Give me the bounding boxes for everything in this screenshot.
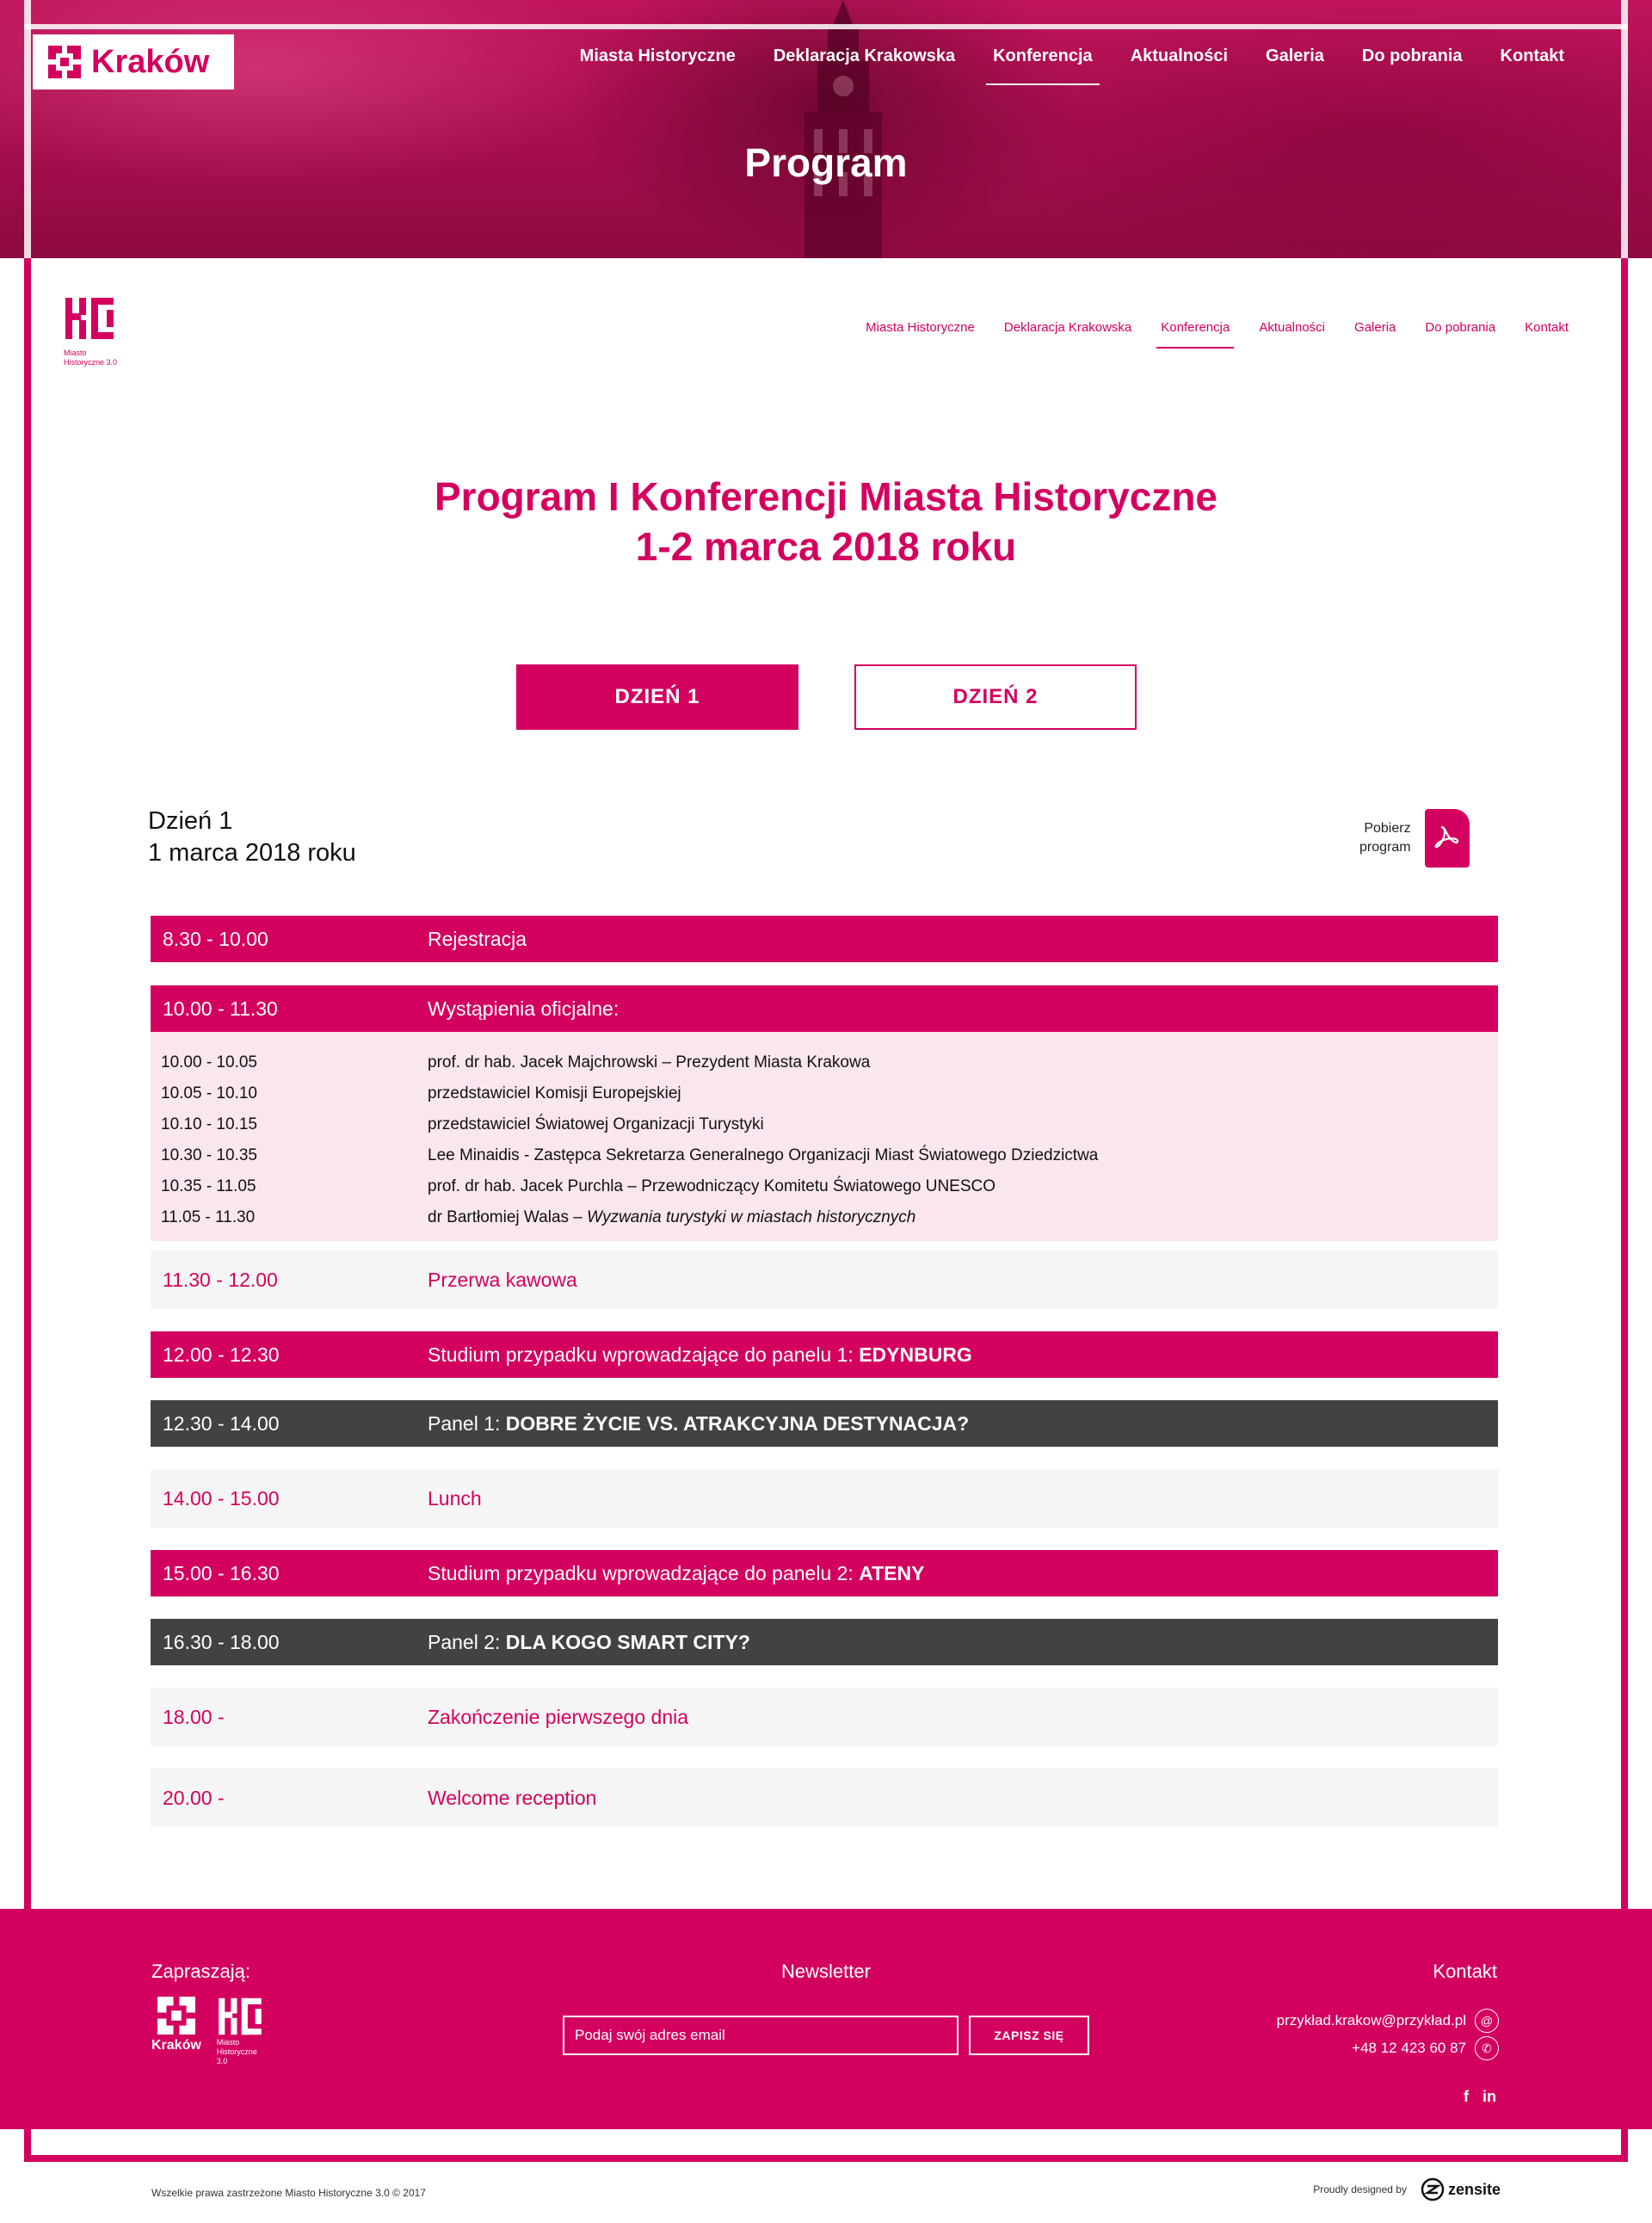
schedule-row-4 bbox=[151, 1331, 1498, 1378]
footer-mh-caption: Miasto Historyczne 3.0 bbox=[216, 2038, 257, 2066]
zensite-logo-text: zensite bbox=[1447, 2180, 1501, 2198]
contact-email[interactable] bbox=[1277, 2009, 1499, 2033]
mh-logo[interactable] bbox=[64, 296, 124, 368]
schedule-title bbox=[428, 928, 527, 951]
footer bbox=[0, 1909, 1652, 2129]
top-nav-kontakt[interactable]: Kontakt bbox=[1500, 46, 1564, 65]
schedule-title bbox=[428, 1631, 750, 1654]
sub-nav-do-pobrania[interactable]: Do pobrania bbox=[1425, 320, 1496, 335]
talk-time: 10.05 - 10.10 bbox=[161, 1084, 257, 1102]
krakow-logo-icon bbox=[157, 1997, 195, 2035]
schedule-time: 20.00 - bbox=[163, 1786, 225, 1809]
talk-text bbox=[428, 1177, 996, 1196]
schedule-title-text: Przerwa kawowa bbox=[428, 1268, 577, 1291]
mh-logo-icon bbox=[217, 1997, 263, 2036]
talk-row bbox=[151, 1078, 1498, 1109]
contact-title: Kontakt bbox=[1433, 1961, 1497, 1982]
top-nav-miasta-historyczne[interactable]: Miasta Historyczne bbox=[579, 46, 736, 65]
schedule-title-text: Lunch bbox=[428, 1486, 482, 1510]
top-nav-deklaracja-krakowska[interactable]: Deklaracja Krakowska bbox=[773, 46, 956, 65]
schedule-title bbox=[428, 1487, 482, 1510]
frame-top bbox=[24, 24, 1628, 29]
sub-nav-kontakt[interactable]: Kontakt bbox=[1525, 320, 1569, 335]
talk-text bbox=[428, 1053, 870, 1072]
schedule-title-text: Studium przypadku wprowadzające do panelu 2: bbox=[428, 1561, 860, 1584]
krakow-logo-icon bbox=[48, 46, 81, 78]
talk-text-plain: Lee Minaidis - Zastępca Sekretarza Generalnego Organizacji Miast Światowego Dziedzictwa bbox=[428, 1146, 1099, 1164]
schedule-title bbox=[428, 1787, 596, 1810]
frame-top-left bbox=[24, 0, 31, 258]
sub-nav-aktualnosci[interactable]: Aktualności bbox=[1259, 320, 1326, 335]
frame-bottom bbox=[24, 2155, 1628, 2162]
schedule-row-8 bbox=[151, 1619, 1498, 1665]
page-title-line2: 1-2 marca 2018 roku bbox=[635, 524, 1017, 569]
schedule-title-bold: ATENY bbox=[859, 1561, 925, 1584]
footer-krakow-logo[interactable] bbox=[151, 1997, 201, 2053]
tower-silhouette-icon bbox=[757, 0, 929, 258]
top-nav-konferencja[interactable]: Konferencja bbox=[974, 46, 1112, 85]
mh-logo-caption: Miasto Historyczne 3.0 bbox=[64, 349, 118, 367]
footer-invite: Zapraszają: bbox=[151, 1961, 250, 1982]
phone-icon: ✆ bbox=[1475, 2036, 1499, 2060]
talk-text-italic: Wyzwania turystyki w miastach historycznych bbox=[587, 1208, 916, 1226]
talk-text-plain: dr Bartłomiej Walas – bbox=[428, 1208, 588, 1226]
zensite-logo-icon bbox=[1421, 2177, 1445, 2201]
schedule-row-9 bbox=[151, 1688, 1498, 1746]
schedule-title bbox=[428, 997, 619, 1021]
schedule-row-6 bbox=[151, 1469, 1498, 1528]
frame-top-right bbox=[1621, 0, 1628, 258]
talk-text-plain: prof. dr hab. Jacek Purchla – Przewodniczący Komitetu Światowego UNESCO bbox=[428, 1177, 996, 1195]
download-label-line2: program bbox=[1359, 840, 1411, 855]
day-name: Dzień 1 bbox=[148, 807, 233, 835]
footer-mh-logo[interactable] bbox=[217, 1997, 268, 2066]
schedule-title-text: Panel 2: bbox=[428, 1630, 506, 1653]
talk-time: 11.05 - 11.30 bbox=[161, 1208, 256, 1226]
schedule-title-text: Panel 1: bbox=[428, 1411, 506, 1435]
sub-nav-konferencja[interactable]: Konferencja bbox=[1146, 320, 1244, 349]
schedule-title bbox=[428, 1343, 972, 1367]
talk-time: 10.35 - 11.05 bbox=[161, 1177, 256, 1195]
page-title-line1: Program I Konferencji Miasta Historyczne bbox=[434, 474, 1218, 519]
tab-day-1[interactable]: DZIEŃ 1 bbox=[516, 664, 798, 730]
newsletter-email-input[interactable]: Podaj swój adres email bbox=[563, 2016, 959, 2055]
schedule-row-2 bbox=[151, 985, 1498, 1032]
talk-time: 10.30 - 10.35 bbox=[161, 1146, 257, 1164]
schedule-row-1 bbox=[151, 916, 1498, 962]
talk-row bbox=[151, 1109, 1498, 1140]
schedule-title-bold: DLA KOGO SMART CITY? bbox=[505, 1630, 750, 1653]
schedule-time: 8.30 - 10.00 bbox=[163, 927, 268, 950]
contact-phone[interactable] bbox=[1352, 2036, 1499, 2060]
schedule-title-text: Rejestracja bbox=[428, 927, 527, 950]
talk-row bbox=[151, 1202, 1498, 1233]
download-label-line1: Pobierz bbox=[1364, 821, 1411, 836]
designed-by bbox=[1313, 2177, 1501, 2201]
top-nav-do-pobrania[interactable]: Do pobrania bbox=[1361, 46, 1463, 65]
pdf-icon bbox=[1425, 809, 1470, 868]
schedule-time: 12.00 - 12.30 bbox=[163, 1343, 280, 1366]
footer-krakow-label: Kraków bbox=[151, 2038, 201, 2053]
schedule-title-text: Zakończenie pierwszego dnia bbox=[428, 1705, 689, 1728]
newsletter-title: Newsletter bbox=[781, 1961, 871, 1982]
schedule-row-5 bbox=[151, 1400, 1498, 1447]
sub-nav-miasta-historyczne[interactable]: Miasta Historyczne bbox=[866, 320, 975, 335]
social-links bbox=[1464, 2088, 1496, 2106]
footer-logos bbox=[151, 1997, 268, 2066]
talk-text bbox=[428, 1115, 764, 1134]
talk-time: 10.00 - 10.05 bbox=[161, 1053, 257, 1071]
email-icon: @ bbox=[1475, 2009, 1499, 2033]
talk-row bbox=[151, 1140, 1498, 1171]
day-date: 1 marca 2018 roku bbox=[148, 839, 356, 867]
schedule-time: 11.30 - 12.00 bbox=[163, 1268, 278, 1291]
hero-banner bbox=[0, 0, 1652, 258]
schedule-title-bold: EDYNBURG bbox=[859, 1343, 972, 1366]
krakow-logo[interactable] bbox=[33, 34, 234, 90]
official-talks-list bbox=[151, 1032, 1498, 1241]
schedule-row-7 bbox=[151, 1550, 1498, 1596]
talk-text-plain: przedstawiciel Światowej Organizacji Turystyki bbox=[428, 1115, 764, 1133]
download-label bbox=[1359, 819, 1411, 857]
download-program-button[interactable] bbox=[1359, 809, 1470, 868]
talk-text-plain: przedstawiciel Komisji Europejskiej bbox=[428, 1084, 681, 1102]
schedule-title bbox=[428, 1562, 924, 1585]
schedule-time: 16.30 - 18.00 bbox=[163, 1630, 280, 1653]
page-title bbox=[0, 472, 1652, 571]
talk-text bbox=[428, 1146, 1098, 1165]
facebook-icon[interactable]: f bbox=[1464, 2088, 1469, 2105]
talk-time: 10.10 - 10.15 bbox=[161, 1115, 257, 1133]
contact-email-text: przykład.krakow@przykład.pl bbox=[1276, 2012, 1466, 2028]
schedule-time: 15.00 - 16.30 bbox=[163, 1561, 280, 1584]
top-navigation bbox=[561, 46, 1583, 85]
mh-logo-icon bbox=[64, 296, 115, 341]
schedule-title-text: Welcome reception bbox=[428, 1786, 597, 1809]
zensite-logo[interactable] bbox=[1421, 2177, 1501, 2201]
krakow-logo-text: Kraków bbox=[91, 43, 210, 80]
talk-row bbox=[151, 1047, 1498, 1078]
sub-nav-deklaracja-krakowska[interactable]: Deklaracja Krakowska bbox=[1003, 320, 1132, 335]
schedule-row-10 bbox=[151, 1769, 1498, 1827]
talk-row bbox=[151, 1171, 1498, 1202]
schedule-title bbox=[428, 1706, 688, 1729]
schedule-time: 10.00 - 11.30 bbox=[163, 997, 278, 1020]
schedule-title-text: Studium przypadku wprowadzające do panelu 1: bbox=[428, 1343, 860, 1366]
newsletter-subscribe-button[interactable]: ZAPISZ SIĘ bbox=[969, 2016, 1089, 2055]
schedule-title bbox=[428, 1412, 969, 1436]
copyright: Wszelkie prawa zastrzeżone Miasto Historyczne 3.0 © 2017 bbox=[151, 2187, 426, 2199]
contact-phone-text: +48 12 423 60 87 bbox=[1352, 2040, 1466, 2056]
sub-navigation bbox=[851, 320, 1583, 349]
hero-title: Program bbox=[744, 140, 908, 185]
schedule-row-3 bbox=[151, 1250, 1498, 1309]
schedule-title-text: Wystąpienia oficjalne: bbox=[428, 997, 620, 1020]
tab-day-2[interactable]: DZIEŃ 2 bbox=[854, 664, 1137, 730]
schedule-time: 12.30 - 14.00 bbox=[163, 1411, 280, 1435]
top-nav-aktualnosci[interactable]: Aktualności bbox=[1130, 46, 1229, 65]
talk-text bbox=[428, 1208, 915, 1227]
sub-nav-galeria[interactable]: Galeria bbox=[1354, 320, 1396, 335]
talk-text bbox=[428, 1084, 681, 1103]
schedule-title bbox=[428, 1269, 577, 1292]
schedule-time: 18.00 - bbox=[163, 1705, 225, 1728]
top-nav-galeria[interactable]: Galeria bbox=[1266, 46, 1324, 65]
day-header bbox=[148, 806, 356, 869]
schedule-title-bold: DOBRE ŻYCIE VS. ATRAKCYJNA DESTYNACJA? bbox=[505, 1411, 970, 1435]
designed-by-label: Proudly designed by bbox=[1313, 2183, 1407, 2195]
schedule-time: 14.00 - 15.00 bbox=[163, 1486, 280, 1510]
talk-text-plain: prof. dr hab. Jacek Majchrowski – Prezydent Miasta Krakowa bbox=[428, 1053, 871, 1071]
linkedin-icon[interactable]: in bbox=[1482, 2088, 1496, 2105]
